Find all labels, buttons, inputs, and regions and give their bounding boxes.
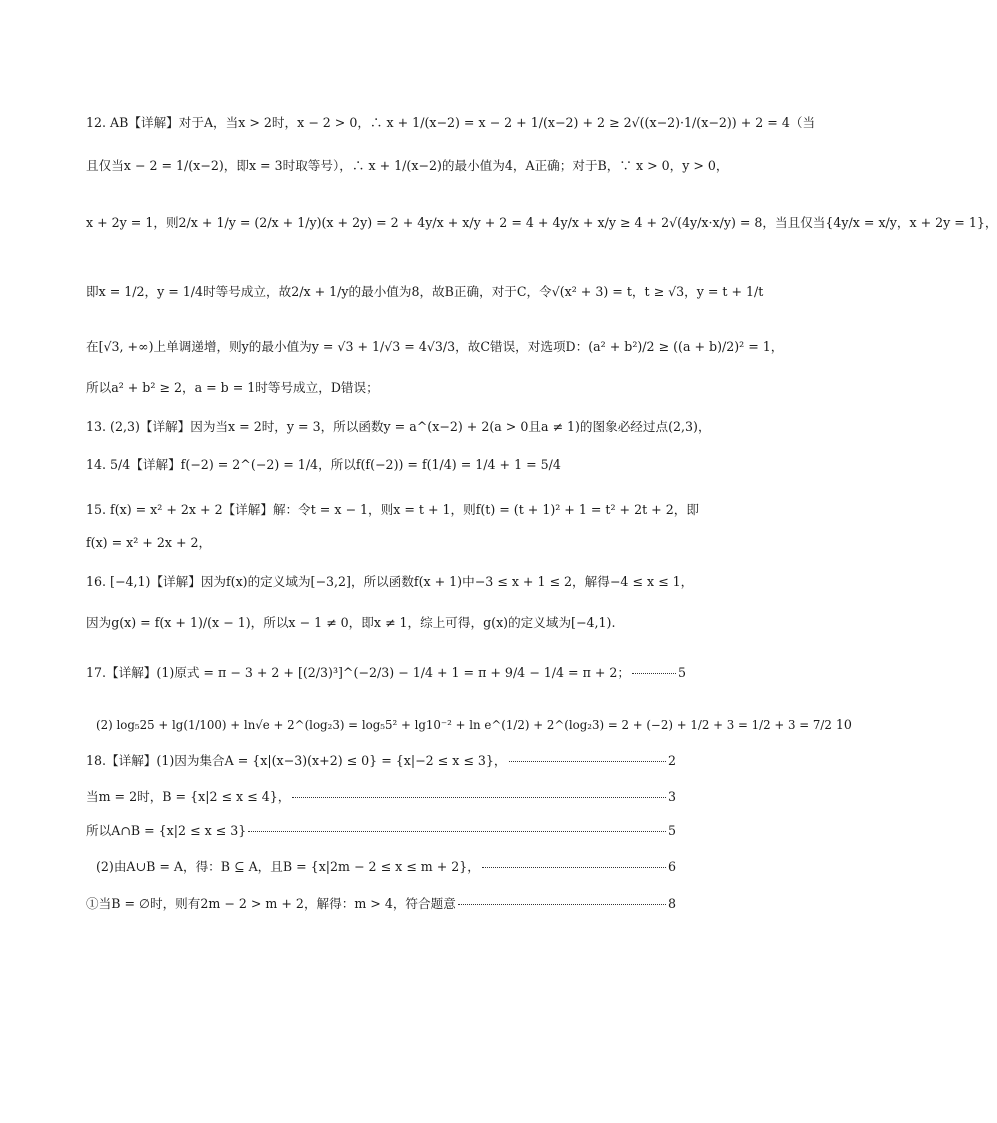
solution-16-line-2: 因为g(x) = f(x + 1)/(x − 1)，所以x − 1 ≠ 0，即x ≠ 1，综上可得，g(x)的定义域为[−4,1). xyxy=(86,615,616,630)
solution-text: 18.【详解】(1)因为集合A = {x|(x−3)(x+2) ≤ 0} = {x|−2 ≤ x ≤ 3}， xyxy=(86,753,507,768)
score-mark: 5 xyxy=(677,665,686,680)
solution-text: 所以A∩B = {x|2 ≤ x ≤ 3} xyxy=(86,823,247,838)
solution-text: 17.【详解】(1)原式 = π − 3 + 2 + [(2/3)³]^(−2/3) − 1/4 + 1 = π + 9/4 − 1/4 = π + 2； xyxy=(86,665,631,680)
solution-12-line-2: 且仅当x − 2 = 1/(x−2)，即x = 3时取等号），∴ x + 1/(x−2)的最小值为4，A正确；对于B，∵ x > 0，y > 0， xyxy=(86,158,729,173)
solution-text: ①当B = ∅时，则有2m − 2 > m + 2，解得：m > 4，符合题意 xyxy=(86,896,456,911)
solution-18-line-2 xyxy=(86,788,676,806)
solution-18-part-2 xyxy=(96,858,676,876)
solution-text: (2) log₅25 + lg(1/100) + ln√e + 2^(log₂3) = log₅5² + lg10⁻² + ln e^(1/2) + 2^(log₂3) = 2 + (−2) + 1/2 + 3 = 1/2 + 3 = 7/2 xyxy=(96,718,832,732)
solution-12-line-4: 即x = 1/2，y = 1/4时等号成立，故2/x + 1/y的最小值为8，故B正确，对于C，令√(x² + 3) = t，t ≥ √3，y = t + 1/t xyxy=(86,284,764,299)
solution-12-line-5: 在[√3, +∞)上单调递增，则y的最小值为y = √3 + 1/√3 = 4√3/3，故C错误，对选项D：(a² + b²)/2 ≥ ((a + b)/2)² = 1， xyxy=(86,339,784,354)
dot-leader xyxy=(292,797,666,798)
solution-12-line-3: x + 2y = 1，则2/x + 1/y = (2/x + 1/y)(x + 2y) = 2 + 4y/x + x/y + 2 = 4 + 4y/x + x/y ≥ 4 + 2√(4y/x·x/y) = 8，当且仅当{4y/x = x/y，x + 2y = 1}， xyxy=(86,215,997,230)
solution-12-line-6: 所以a² + b² ≥ 2，a = b = 1时等号成立，D错误； xyxy=(86,380,379,395)
score-mark: 6 xyxy=(667,859,676,874)
solution-13: 13. (2,3)【详解】因为当x = 2时，y = 3，所以函数y = a^(x−2) + 2(a > 0且a ≠ 1)的图象必经过点(2,3)， xyxy=(86,419,711,434)
score-mark: 2 xyxy=(667,753,676,768)
solution-17-part-2 xyxy=(96,716,852,734)
solution-text: (2)由A∪B = A，得：B ⊆ A，且B = {x|2m − 2 ≤ x ≤ m + 2}， xyxy=(96,859,480,874)
dot-leader xyxy=(482,867,666,868)
score-mark: 3 xyxy=(667,789,676,804)
solution-15-line-2: f(x) = x² + 2x + 2， xyxy=(86,535,212,550)
solution-18-line-3 xyxy=(86,822,676,840)
dot-leader xyxy=(458,904,666,905)
solution-text: 当m = 2时，B = {x|2 ≤ x ≤ 4}， xyxy=(86,789,291,804)
solution-14: 14. 5/4【详解】f(−2) = 2^(−2) = 1/4，所以f(f(−2)) = f(1/4) = 1/4 + 1 = 5/4 xyxy=(86,457,561,472)
solution-15-line-1: 15. f(x) = x² + 2x + 2【详解】解：令t = x − 1，则x = t + 1，则f(t) = (t + 1)² + 1 = t² + 2t + 2，即 xyxy=(86,502,699,517)
score-mark: 8 xyxy=(667,896,676,911)
solution-18-part-1 xyxy=(86,752,676,770)
solution-16-line-1: 16. [−4,1)【详解】因为f(x)的定义域为[−3,2]，所以函数f(x + 1)中−3 ≤ x + 1 ≤ 2，解得−4 ≤ x ≤ 1， xyxy=(86,574,694,589)
solution-18-case-1 xyxy=(86,895,676,913)
solution-12-line-1: 12. AB【详解】对于A，当x > 2时，x − 2 > 0，∴ x + 1/(x−2) = x − 2 + 1/(x−2) + 2 ≥ 2√((x−2)·1/(x−2)) + 2 = 4（当 xyxy=(86,115,816,130)
score-mark: 5 xyxy=(667,823,676,838)
dot-leader xyxy=(632,673,676,674)
score-mark: 10 xyxy=(835,717,852,732)
dot-leader xyxy=(248,831,666,832)
solution-17-part-1 xyxy=(86,664,686,682)
dot-leader xyxy=(509,761,666,762)
